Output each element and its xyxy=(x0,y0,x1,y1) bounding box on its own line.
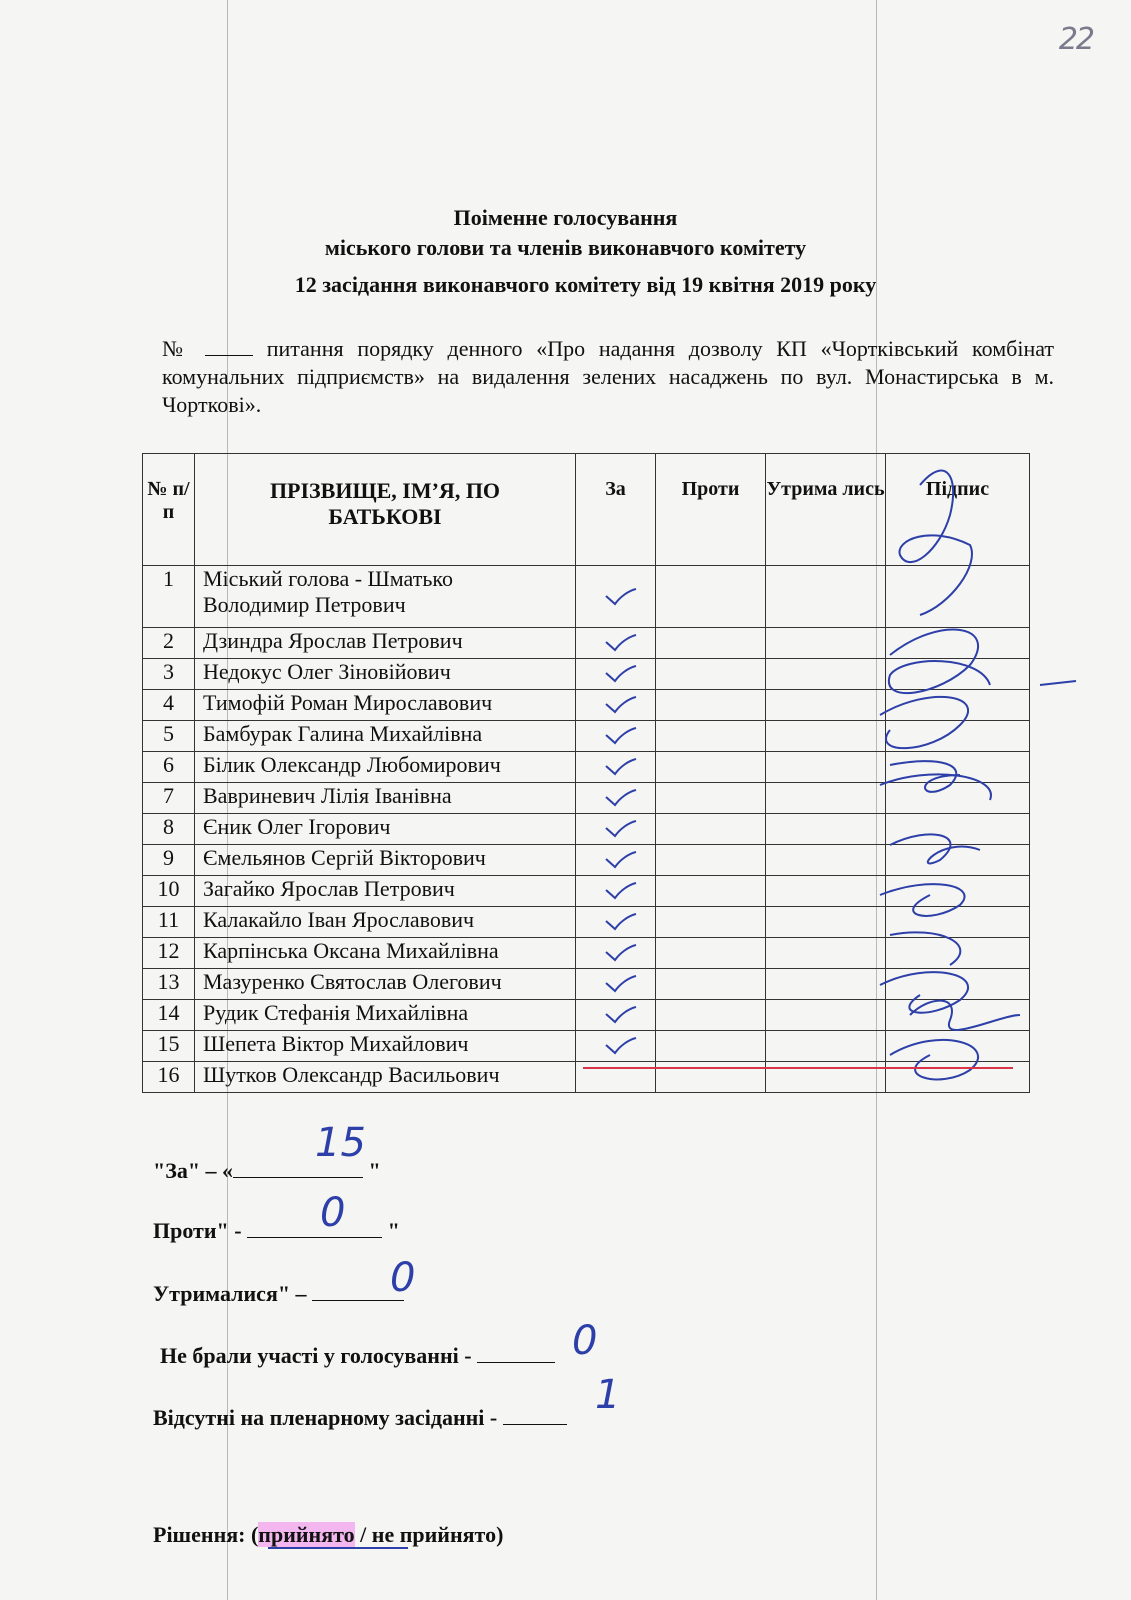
vote-against-cell xyxy=(656,628,766,659)
signature-cell xyxy=(886,628,1030,659)
member-name-line: Шепета Віктор Михайлович xyxy=(203,1031,469,1056)
row-number: 3 xyxy=(143,659,195,690)
vote-for-cell xyxy=(576,659,656,690)
vote-against-cell xyxy=(656,814,766,845)
summary-absent xyxy=(153,1405,567,1431)
row-number: 10 xyxy=(143,876,195,907)
vote-abstain-cell xyxy=(766,845,886,876)
vote-against-cell xyxy=(656,1000,766,1031)
member-name xyxy=(195,938,576,969)
title-line-1: Поіменне голосування xyxy=(453,205,678,230)
checkmark-icon xyxy=(604,633,638,653)
vote-abstain-cell xyxy=(766,1000,886,1031)
vote-against-cell xyxy=(656,783,766,814)
vote-against-cell xyxy=(656,566,766,628)
signature-cell xyxy=(886,659,1030,690)
vote-abstain-cell xyxy=(766,907,886,938)
vote-against-cell xyxy=(656,659,766,690)
for-label: "За" – « xyxy=(153,1158,234,1183)
member-name xyxy=(195,845,576,876)
vote-abstain-cell xyxy=(766,690,886,721)
vote-abstain-cell xyxy=(766,659,886,690)
checkmark-icon xyxy=(604,1036,638,1056)
header-for: За xyxy=(576,454,656,566)
vote-abstain-cell xyxy=(766,876,886,907)
checkmark-icon xyxy=(604,912,638,932)
member-name-line: Загайко Ярослав Петрович xyxy=(203,876,455,901)
checkmark-icon xyxy=(604,757,638,777)
vote-for-cell xyxy=(576,566,656,628)
vote-for-cell xyxy=(576,1031,656,1062)
page-number: 22 xyxy=(1058,22,1093,57)
member-name-line: Карпінська Оксана Михайлівна xyxy=(203,938,499,963)
signature-cell xyxy=(886,752,1030,783)
against-count-handwritten: 0 xyxy=(320,1190,346,1236)
summary-not-voted xyxy=(160,1343,555,1369)
row-number: 2 xyxy=(143,628,195,659)
vote-for-cell xyxy=(576,721,656,752)
signature-cell xyxy=(886,907,1030,938)
signature-cell xyxy=(886,845,1030,876)
vote-against-cell xyxy=(656,721,766,752)
member-name-line: Рудик Стефанія Михайлівна xyxy=(203,1000,469,1025)
vote-for-cell xyxy=(576,907,656,938)
signature-cell xyxy=(886,1000,1030,1031)
vote-for-cell xyxy=(576,814,656,845)
checkmark-icon xyxy=(604,726,638,746)
agenda-text: питання порядку денного «Про надання дозволу КП «Чортківський комбінат комунальних підприємств» на видалення зелених насаджень по вул. Монастирська в м. Чорткові». xyxy=(162,336,1055,417)
table-row xyxy=(143,690,1030,721)
signature-cell xyxy=(886,1031,1030,1062)
vote-against-cell xyxy=(656,907,766,938)
decision-label: Рішення: ( xyxy=(153,1522,259,1547)
signature-cell xyxy=(886,969,1030,1000)
table-row xyxy=(143,628,1030,659)
row-number: 9 xyxy=(143,845,195,876)
table-row xyxy=(143,907,1030,938)
row-number: 7 xyxy=(143,783,195,814)
member-name xyxy=(195,1062,576,1093)
header-abstain: Утрима лись xyxy=(766,454,886,566)
table-row xyxy=(143,1031,1030,1062)
checkmark-icon xyxy=(604,850,638,870)
decision-underline xyxy=(268,1547,408,1549)
member-name-line: Білик Олександр Любомирович xyxy=(203,752,501,777)
header-signature: Підпис xyxy=(886,454,1030,566)
summary-abstain xyxy=(153,1281,404,1307)
vote-for-cell xyxy=(576,628,656,659)
member-name-line: Недокус Олег Зіновійович xyxy=(203,659,451,684)
title-line-3: 12 засідання виконавчого комітету від 19 квітня 2019 року xyxy=(294,272,877,297)
vote-against-cell xyxy=(656,1031,766,1062)
row-number: 13 xyxy=(143,969,195,1000)
abstain-count-handwritten: 0 xyxy=(390,1255,416,1301)
row-number: 11 xyxy=(143,907,195,938)
vote-for-cell xyxy=(576,845,656,876)
table-row xyxy=(143,659,1030,690)
member-name-line: Володимир Петрович xyxy=(203,592,406,617)
member-name-line: Бамбурак Галина Михайлівна xyxy=(203,721,483,746)
checkmark-icon xyxy=(604,587,638,607)
title-line-2: міського голови та членів виконавчого комітету xyxy=(324,235,807,260)
vote-against-cell xyxy=(656,845,766,876)
row-number: 4 xyxy=(143,690,195,721)
table-row xyxy=(143,721,1030,752)
vote-abstain-cell xyxy=(766,783,886,814)
row-number: 12 xyxy=(143,938,195,969)
absent-count-handwritten: 1 xyxy=(595,1372,621,1418)
member-name xyxy=(195,566,576,628)
signature-cell xyxy=(886,783,1030,814)
absent-label: Відсутні на пленарному засіданні - xyxy=(153,1405,498,1430)
member-name xyxy=(195,752,576,783)
table-row xyxy=(143,566,1030,628)
table-row xyxy=(143,814,1030,845)
member-name-line: Міський голова - Шматько xyxy=(203,566,453,591)
member-name xyxy=(195,659,576,690)
vote-abstain-cell xyxy=(766,969,886,1000)
item-number-blank xyxy=(205,337,253,356)
vote-for-cell xyxy=(576,876,656,907)
row-number: 14 xyxy=(143,1000,195,1031)
member-name xyxy=(195,907,576,938)
absent-strike-line xyxy=(583,1067,1013,1069)
vote-table xyxy=(142,453,1030,1093)
decision xyxy=(153,1522,503,1548)
table-row xyxy=(143,752,1030,783)
member-name xyxy=(195,1000,576,1031)
vote-abstain-cell xyxy=(766,938,886,969)
member-name xyxy=(195,690,576,721)
checkmark-icon xyxy=(604,664,638,684)
against-label: Проти" - xyxy=(153,1218,242,1243)
member-name xyxy=(195,628,576,659)
member-name-line: Єник Олег Ігорович xyxy=(203,814,391,839)
vote-against-cell xyxy=(656,690,766,721)
agenda-item xyxy=(162,335,1054,419)
signature-cell xyxy=(886,814,1030,845)
member-name-line: Калакайло Іван Ярославович xyxy=(203,907,475,932)
row-number: 5 xyxy=(143,721,195,752)
number-sign: № xyxy=(162,336,192,361)
table-header-row xyxy=(143,454,1030,566)
vote-abstain-cell xyxy=(766,752,886,783)
member-name xyxy=(195,1031,576,1062)
member-name-line: Ємельянов Сергій Вікторович xyxy=(203,845,486,870)
for-count-handwritten: 15 xyxy=(315,1120,366,1166)
vote-abstain-cell xyxy=(766,814,886,845)
header-name: ПРІЗВИЩЕ, ІМ’Я, ПО БАТЬКОВІ xyxy=(195,454,576,566)
vote-abstain-cell xyxy=(766,628,886,659)
table-row xyxy=(143,783,1030,814)
signature-cell xyxy=(886,690,1030,721)
member-name-line: Шутков Олександр Васильович xyxy=(203,1062,500,1087)
vote-against-cell xyxy=(656,969,766,1000)
vote-against-cell xyxy=(656,876,766,907)
member-name-line: Мазуренко Святослав Олегович xyxy=(203,969,502,994)
vote-abstain-cell xyxy=(766,721,886,752)
signature-cell xyxy=(886,566,1030,628)
not-voted-label: Не брали участі у голосуванні - xyxy=(160,1343,472,1368)
signature-cell xyxy=(886,721,1030,752)
table-row xyxy=(143,1000,1030,1031)
row-number: 15 xyxy=(143,1031,195,1062)
vote-abstain-cell xyxy=(766,566,886,628)
decision-rest: / не прийнято) xyxy=(354,1522,504,1547)
table-row xyxy=(143,969,1030,1000)
member-name xyxy=(195,783,576,814)
checkmark-icon xyxy=(604,881,638,901)
vote-against-cell xyxy=(656,752,766,783)
member-name xyxy=(195,969,576,1000)
header-against: Проти xyxy=(656,454,766,566)
vote-for-cell xyxy=(576,938,656,969)
table-row xyxy=(143,876,1030,907)
member-name-line: Вавриневич Лілія Іванівна xyxy=(203,783,452,808)
row-number: 16 xyxy=(143,1062,195,1093)
checkmark-icon xyxy=(604,943,638,963)
row-number: 8 xyxy=(143,814,195,845)
member-name-line: Тимофій Роман Мирославович xyxy=(203,690,493,715)
vote-for-cell xyxy=(576,690,656,721)
member-name xyxy=(195,721,576,752)
member-name xyxy=(195,876,576,907)
row-number: 6 xyxy=(143,752,195,783)
table-row xyxy=(143,938,1030,969)
decision-accepted: прийнято xyxy=(258,1522,355,1547)
checkmark-icon xyxy=(604,695,638,715)
abstain-label: Утрималися" – xyxy=(153,1281,307,1306)
signature-cell xyxy=(886,938,1030,969)
checkmark-icon xyxy=(604,1005,638,1025)
member-name xyxy=(195,814,576,845)
against-end: " xyxy=(382,1218,400,1243)
summary-against xyxy=(153,1218,400,1244)
checkmark-icon xyxy=(604,788,638,808)
row-number: 1 xyxy=(143,566,195,628)
signature-cell xyxy=(886,876,1030,907)
vote-for-cell xyxy=(576,783,656,814)
member-name-line: Дзиндра Ярослав Петрович xyxy=(203,628,463,653)
not-voted-count-handwritten: 0 xyxy=(572,1318,598,1364)
vote-for-cell xyxy=(576,969,656,1000)
vote-for-cell xyxy=(576,1000,656,1031)
checkmark-icon xyxy=(604,819,638,839)
table-row xyxy=(143,845,1030,876)
vote-against-cell xyxy=(656,938,766,969)
checkmark-icon xyxy=(604,974,638,994)
for-end: " xyxy=(363,1158,381,1183)
vote-for-cell xyxy=(576,752,656,783)
vote-abstain-cell xyxy=(766,1031,886,1062)
header-num: № п/п xyxy=(143,454,195,566)
